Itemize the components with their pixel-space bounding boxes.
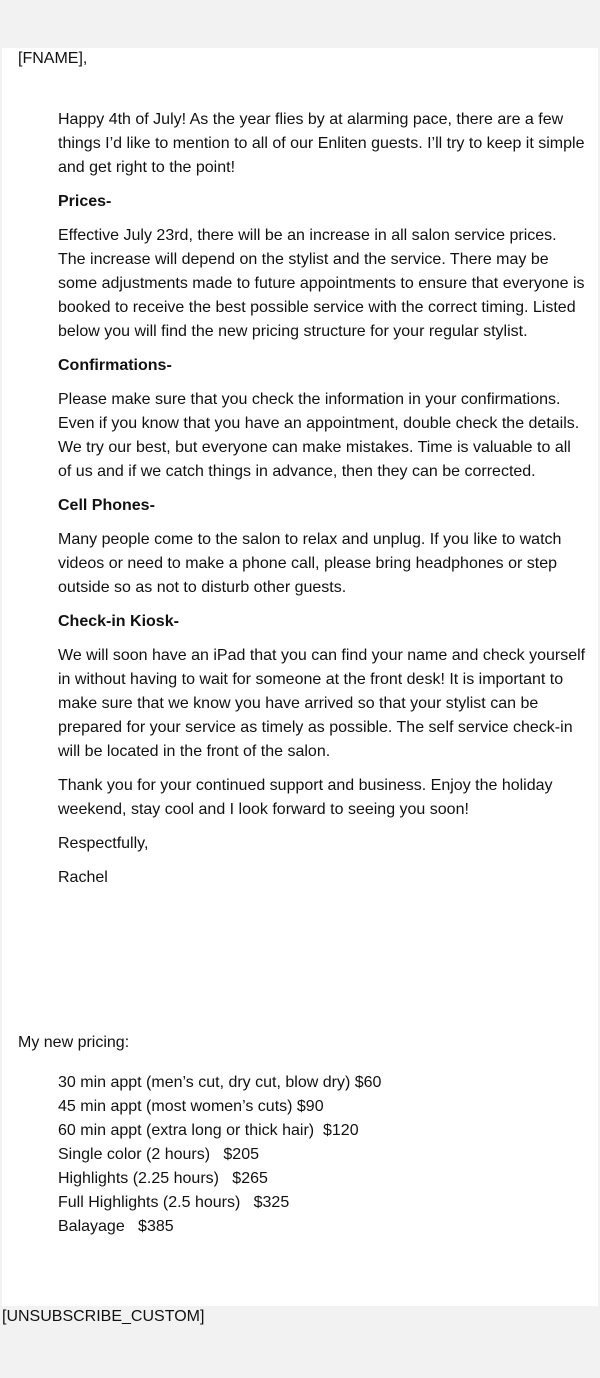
pricing-item-30-min: 30 min appt (men’s cut, dry cut, blow dry) $60 (58, 1074, 382, 1091)
pricing-item-highlights: Highlights (2.25 hours) $265 (58, 1170, 268, 1187)
letter-content (58, 108, 588, 900)
unsubscribe-link[interactable]: [UNSUBSCRIBE_CUSTOM] (2, 1308, 205, 1325)
closing-paragraph: Thank you for your continued support and business. Enjoy the holiday weekend, stay cool and I look forward to seeing you soon! (58, 777, 553, 818)
pricing-item-single-color: Single color (2 hours) $205 (58, 1146, 259, 1163)
cell-phones-paragraph: Many people come to the salon to relax and unplug. If you like to watch videos or need to make a phone call, please bring headphones or step outside so as not to disturb other guests. (58, 531, 562, 596)
pricing-list (58, 1071, 381, 1239)
signature: Rachel (58, 869, 108, 886)
prices-heading: Prices- (58, 193, 112, 210)
intro-paragraph: Happy 4th of July! As the year flies by at alarming pace, there are a few things I’d like to mention to all of our Enliten guests. I’ll try to keep it simple and get right to the point! (58, 111, 585, 176)
prices-paragraph: Effective July 23rd, there will be an increase in all salon service prices. The increase will depend on the stylist and the service. There may be some adjustments made to future appointments to ensure that everyone is booked to receive the best possible service with the correct timing. Listed below you will find the new pricing structure for your regular stylist. (58, 227, 585, 340)
signoff: Respectfully, (58, 835, 149, 852)
pricing-item-full-highlights: Full Highlights (2.5 hours) $325 (58, 1194, 290, 1211)
confirmations-paragraph: Please make sure that you check the information in your confirmations. Even if you know that you have an appointment, double check the details. We try our best, but everyone can make mistakes. Time is valuable to all of us and if we catch things in advance, then they can be corrected. (58, 391, 580, 480)
confirmations-heading: Confirmations- (58, 357, 172, 374)
pricing-item-balayage: Balayage $385 (58, 1218, 174, 1235)
cell-phones-heading: Cell Phones- (58, 497, 155, 514)
pricing-item-60-min: 60 min appt (extra long or thick hair) $120 (58, 1122, 359, 1139)
salutation: [FNAME], (18, 50, 88, 67)
pricing-title: My new pricing: (18, 1034, 130, 1051)
check-in-kiosk-heading: Check-in Kiosk- (58, 613, 179, 630)
check-in-kiosk-paragraph: We will soon have an iPad that you can find your name and check yourself in without having to wait for someone at the front desk! It is important to make sure that we know you have arrived so that your stylist can be prepared for your service as timely as possible. The self service check-in will be located in the front of the salon. (58, 647, 586, 760)
pricing-item-45-min: 45 min appt (most women’s cuts) $90 (58, 1098, 324, 1115)
